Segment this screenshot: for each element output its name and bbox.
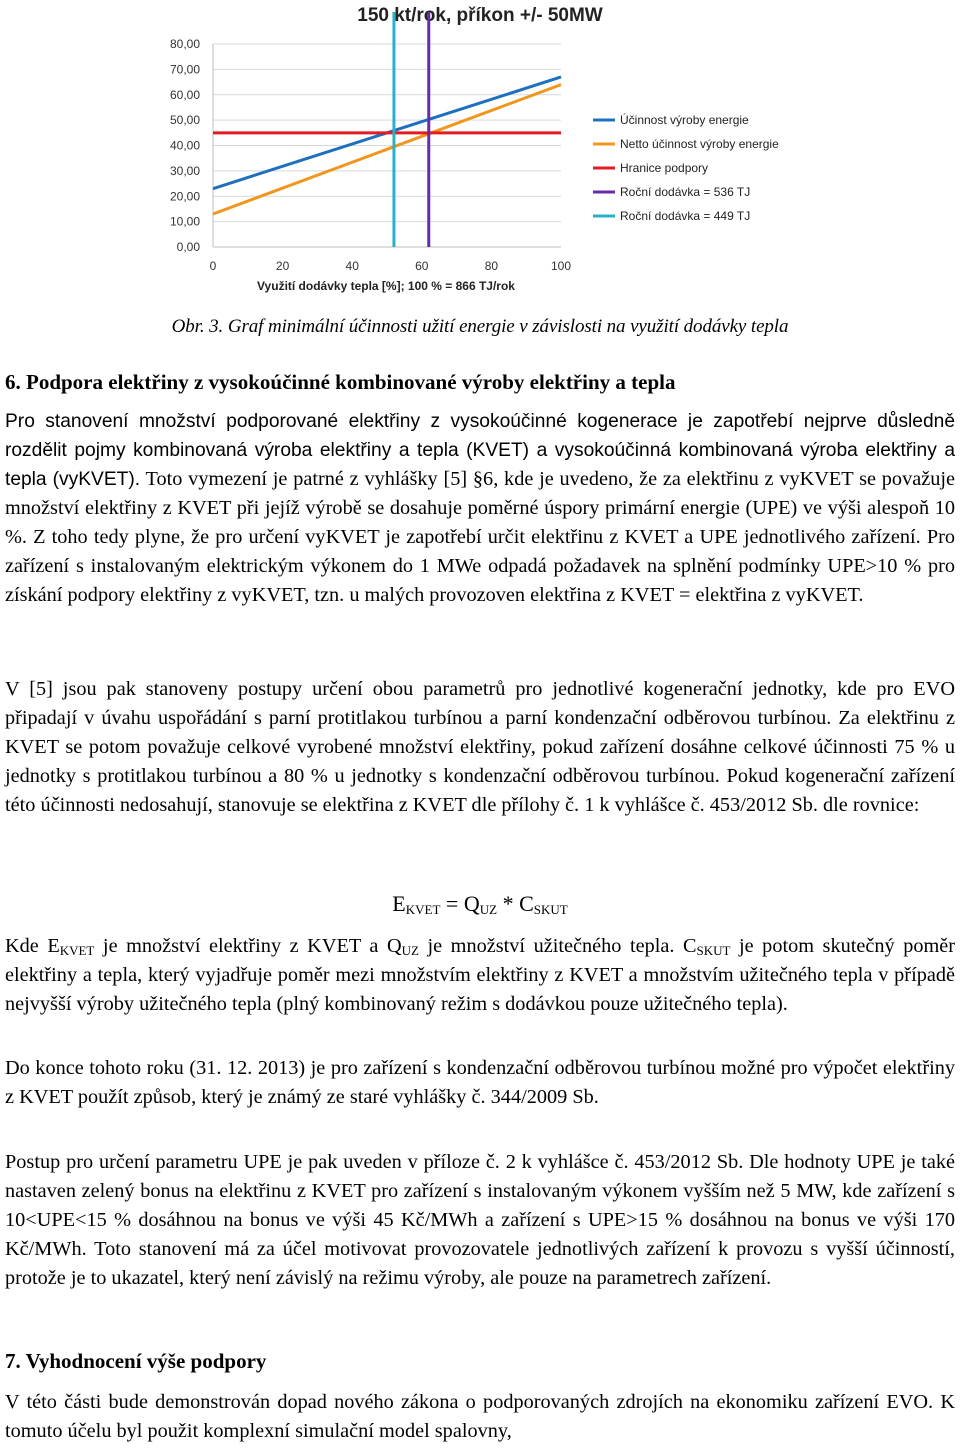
paragraph-kvet-definition: [5, 407, 955, 610]
paragraph-kvet-definition-part2: Toto vymezení je patrné z vyhlášky [5] §6, kde je uvedeno, že za elektřinu z vyKVET se považuje množství elektřiny z KVET při jejíž výrobě se dosahuje poměrné úspory primární energie (UPE) ve výši alespoň 10 %. Z toho tedy plyne, že pro určení vyKVET je zapotřebí určit elektřinu z KVET a UPE jednotlivého zařízení. Pro zařízení s instalovaným elektrickým výkonem do 1 MWe odpadá požadavek na splnění podmínky UPE>10 % pro získání podpory elektřiny z vyKVET, tzn. u malých provozoven elektřina z KVET = elektřina z vyKVET.: [5, 468, 955, 606]
y-tick-label: 0,00: [176, 240, 200, 254]
paragraph-transition: Do konce tohoto roku (31. 12. 2013) je pro zařízení s kondenzační odběrovou turbínou možné pro výpočet elektřiny z KVET použít způsob, který je známý ze staré vyhlášky č. 344/2009 Sb.: [5, 1057, 955, 1108]
p3-text-2: je množství elektřiny z KVET a Q: [94, 935, 402, 957]
chart-legend: [593, 112, 779, 223]
paragraph-evaluation: V této části bude demonstrován dopad nového zákona o podporovaných zdrojích na ekonomiku zařízení EVO. K tomuto účelu byl použit komplexní simulační model spalovny,: [5, 1391, 955, 1442]
eq-c-sub: SKUT: [533, 902, 568, 917]
x-tick-label: 60: [415, 259, 429, 273]
p3-text-3: je množství užitečného tepla. C: [418, 935, 697, 957]
y-tick-label: 50,00: [169, 113, 200, 128]
p3-text-4: je potom skutečný poměr elektřiny a tepla, který vyjadřuje poměr mezi množstvím elektřiny z KVET a množstvím užitečného tepla v případě nejvyšší výroby užitečného tepla (plný kombinovaný režim s dodávkou pouze užitečného tepla).: [5, 935, 956, 1015]
y-tick-label: 10,00: [169, 214, 200, 229]
x-tick-label: 0: [209, 259, 217, 273]
chart-title: 150 kt/rok, příkon +/- 50MW: [357, 5, 603, 26]
y-tick-label: 30,00: [169, 163, 200, 178]
paragraph-kvet-definition-part1: Pro stanovení množství podporované elektřiny z vysokoúčinné kogenerace je zapotřebí nejprve důsledně rozdělit pojmy kombinovaná výroba elektřiny a tepla (KVET) a vysokoúčinná kombinovaná výroba elektřiny a tepla (vyKVET).: [5, 411, 955, 490]
y-tick-label: 40,00: [169, 138, 200, 153]
legend-label: Roční dodávka = 449 TJ: [620, 209, 751, 223]
efficiency-chart: [0, 0, 960, 300]
y-tick-label: 20,00: [169, 189, 200, 204]
plot-area: [170, 12, 571, 273]
legend-label: Hranice podpory: [620, 161, 709, 175]
x-tick-label: 20: [275, 259, 290, 273]
paragraph-equation-explanation: [5, 932, 955, 1019]
paragraph-upe: Postup pro určení parametru UPE je pak uveden v příloze č. 2 k vyhlášce č. 453/2012 Sb. Dle hodnoty UPE je také nastaven zelený bonus na elektřinu z KVET pro zařízení s instalovaným výkonem vyšším než 5 MW, kde zařízení s 10<UPE<15 % dosáhnou na bonus ve výši 45 Kč/MWh a zařízení s UPE>15 % dosáhnou na bonus ve výši 170 Kč/MWh. Toto stanovení má za účel motivovat provozovatele jednotlivých zařízení k provozu s vyšší účinností, protože je to ukazatel, který není závislý na režimu výroby, ale pouze na parametrech zařízení.: [5, 1151, 955, 1289]
section-6-heading: 6. Podpora elektřiny z vysokoúčinné kombinované výroby elektřiny a tepla: [5, 370, 676, 394]
y-tick-label: 80,00: [169, 37, 200, 51]
legend-label: Roční dodávka = 536 TJ: [620, 185, 751, 199]
equation-ekvet: [0, 891, 960, 917]
eq-e-sub: KVET: [405, 902, 441, 917]
eq-e: E: [392, 891, 406, 916]
y-tick-label: 70,00: [169, 62, 200, 77]
x-tick-label: 100: [550, 259, 572, 273]
p3-sub-2: UZ: [401, 943, 419, 958]
y-tick-label: 60,00: [169, 87, 200, 102]
p3-text-1: Kde E: [5, 935, 60, 957]
x-tick-label: 80: [484, 259, 499, 273]
legend-label: Účinnost výroby energie: [620, 113, 749, 127]
figure-caption: Obr. 3. Graf minimální účinnosti užití energie v závislosti na využití dodávky tepla: [171, 316, 789, 337]
eq-q-sub: UZ: [479, 902, 498, 917]
x-tick-label: 40: [345, 259, 359, 273]
paragraph-procedures: V [5] jsou pak stanoveny postupy určení obou parametrů pro jednotlivé kogenerační jednotky, kde pro EVO připadají v úvahu uspořádání s parní protitlakou turbínou a parní kondenzační odběrovou turbínou. Za elektřinu z KVET se potom považuje celkové vyrobené množství elektřiny, pokud zařízení dosáhne celkové účinnosti 75 % u jednotky s protitlakou turbínou a 80 % u jednotky s kondenzační odběrovou turbínou. Pokud kogenerační zařízení této účinnosti nedosahují, stanovuje se elektřina z KVET dle přílohy č. 1 k vyhlášce č. 453/2012 Sb. dle rovnice:: [5, 678, 955, 816]
eq-c: * C: [497, 891, 534, 916]
x-axis-label: Využití dodávky tepla [%]; 100 % = 866 TJ/rok: [257, 279, 515, 293]
p3-sub-1: KVET: [59, 943, 95, 958]
legend-label: Netto účinnost výroby energie: [620, 137, 779, 151]
series-line-1: [213, 85, 561, 214]
section-7-heading: 7. Vyhodnocení výše podpory: [5, 1349, 267, 1373]
p3-sub-3: SKUT: [696, 943, 731, 958]
eq-q: = Q: [440, 891, 480, 916]
